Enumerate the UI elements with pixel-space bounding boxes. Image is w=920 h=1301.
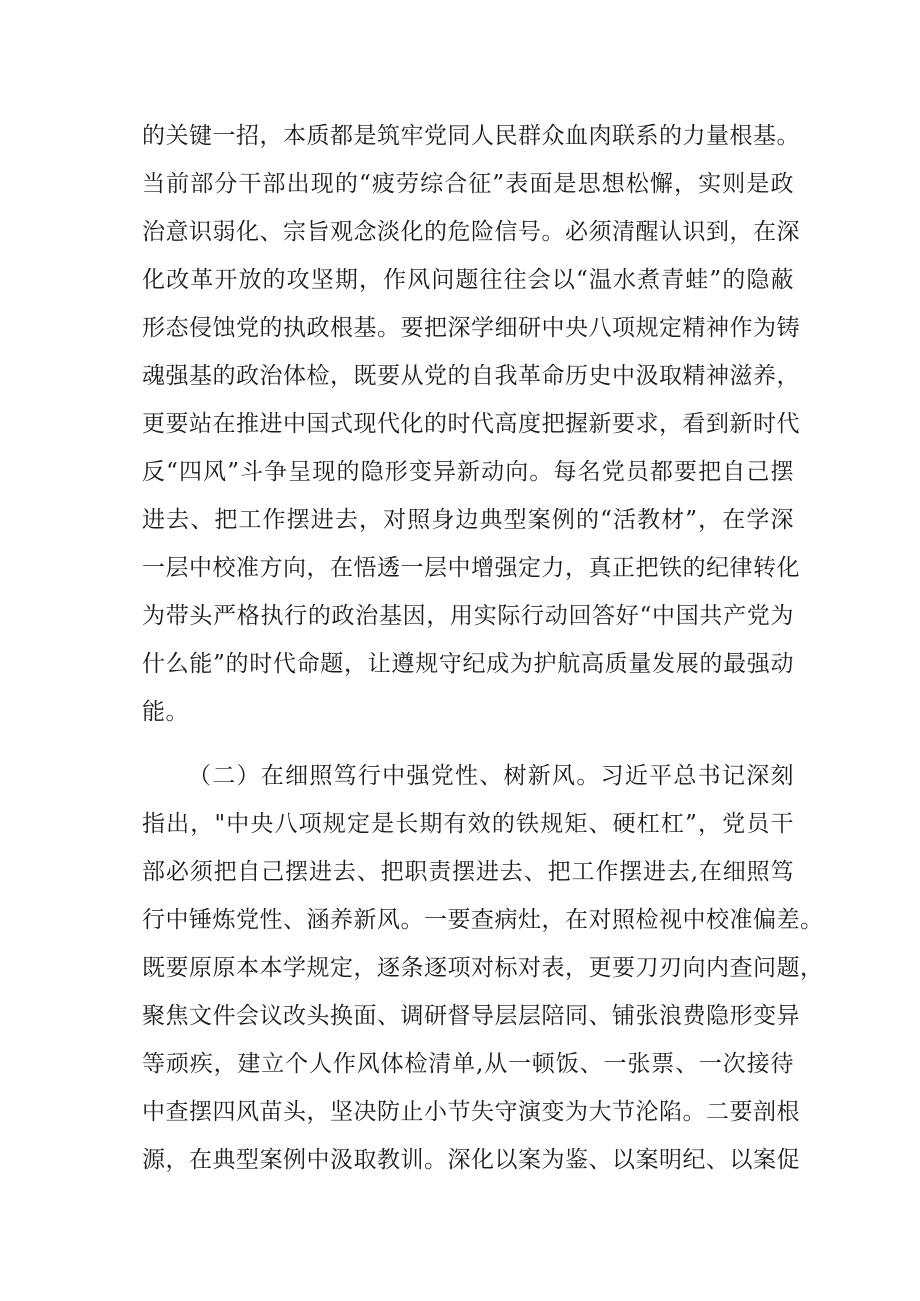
paragraph-line: 聚焦文件会议改头换面、调研督导层层陪同、铺张浪费隐形变异: [142, 1003, 800, 1029]
paragraph-line: 当前部分干部出现的“疲劳综合征”表面是思想松懈，实则是政: [142, 171, 794, 197]
paragraph-gap: [142, 736, 794, 752]
paragraph-line: 形态侵蚀党的执政根基。要把深学细研中央八项规定精神作为铸: [142, 315, 800, 341]
paragraph-line: 更要站在推进中国式现代化的时代高度把握新要求，看到新时代: [142, 411, 800, 437]
paragraph-line: 一层中校准方向，在悟透一层中增强定力，真正把铁的纪律转化: [142, 555, 800, 581]
paragraph-line: 部必须把自己摆进去、把职责摆进去、把工作摆进去,在细照笃: [142, 859, 794, 885]
paragraph-line: 治意识弱化、宗旨观念淡化的危险信号。必须清醒认识到，在深: [142, 219, 800, 245]
paragraph-line: 反“四风”斗争呈现的隐形变异新动向。每名党员都要把自己摆: [142, 459, 794, 485]
document-body: [142, 112, 824, 1184]
paragraph-line: 行中锤炼党性、涵养新风。一要查病灶，在对照检视中校准偏差。: [142, 907, 824, 933]
paragraph-line: 魂强基的政治体检，既要从党的自我革命历史中汲取精神滋养，: [142, 363, 800, 389]
paragraph-2: [142, 752, 824, 1184]
paragraph-line: 为带头严格执行的政治基因，用实际行动回答好“中国共产党为: [142, 603, 794, 629]
paragraph-line: 进去、把工作摆进去，对照身边典型案例的“活教材”，在学深: [142, 507, 794, 533]
paragraph-1: [142, 112, 800, 736]
paragraph-line: 等顽疾，建立个人作风体检清单,从一顿饭、一张票、一次接待: [142, 1051, 794, 1077]
paragraph-line: 中查摆四风苗头，坚决防止小节失守演变为大节沦陷。二要剖根: [142, 1099, 800, 1125]
paragraph-line: 什么能”的时代命题，让遵规守纪成为护航高质量发展的最强动: [142, 651, 794, 677]
paragraph-line: （二）在细照笃行中强党性、树新风。习近平总书记深刻: [188, 763, 794, 789]
paragraph-line: 指出，"中央八项规定是长期有效的铁规矩、硬杠杠”，党员干: [142, 811, 794, 837]
paragraph-line: 能。: [142, 699, 189, 725]
paragraph-line: 源，在典型案例中汲取教训。深化以案为鉴、以案明纪、以案促: [142, 1147, 800, 1173]
paragraph-line: 化改革开放的攻坚期，作风问题往往会以“温水煮青蛙”的隐蔽: [142, 267, 794, 293]
paragraph-line: 既要原原本本学规定，逐条逐项对标对表，更要刀刃向内查问题，: [142, 955, 824, 981]
paragraph-line: 的关键一招，本质都是筑牢党同人民群众血肉联系的力量根基。: [142, 123, 800, 149]
